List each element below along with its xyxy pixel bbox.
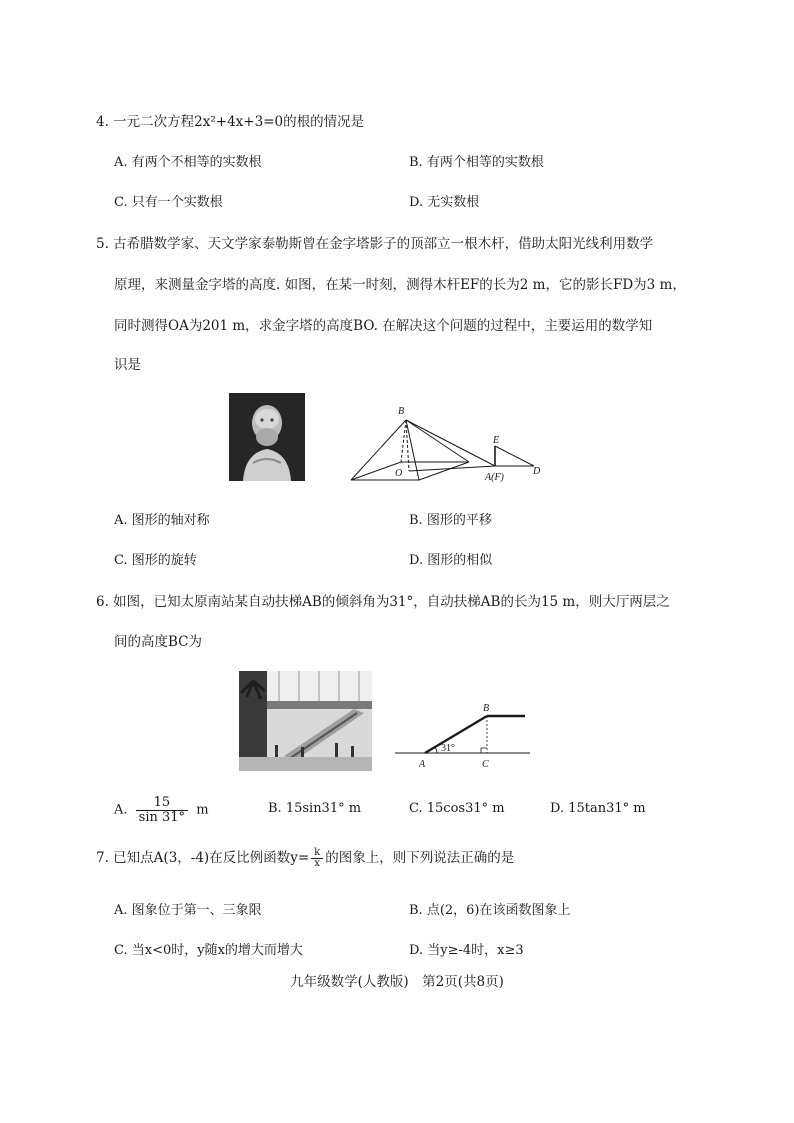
q7-fraction-numerator: k [311, 848, 323, 860]
q6-option-d[interactable]: D. 15tan31° m [550, 801, 646, 816]
q6-option-a-fraction [136, 796, 188, 824]
pyramid-edge-hidden [401, 420, 406, 462]
q4-option-d[interactable]: D. 无实数根 [409, 195, 480, 210]
pyramid-figure [349, 400, 549, 486]
label-b: B [398, 406, 405, 417]
label-c: C [482, 759, 489, 770]
q7-fraction-denominator: x [314, 858, 320, 869]
label-af: A(F) [485, 472, 504, 483]
label-a: A [419, 759, 426, 770]
q6-option-a-numerator: 15 [136, 796, 188, 811]
angle-arc [435, 747, 437, 753]
label-angle: 31° [441, 743, 455, 754]
q4-option-a[interactable]: A. 有两个不相等的实数根 [114, 155, 262, 170]
q4-equation: 2x²+4x+3=0 [194, 114, 284, 130]
q5-option-c[interactable]: C. 图形的旋转 [114, 553, 197, 568]
sun-ray-b [406, 420, 495, 466]
q6-option-b[interactable]: B. 15sin31° m [268, 801, 362, 816]
q5-option-a[interactable]: A. 图形的轴对称 [114, 513, 210, 528]
q5-line-1: 5. 古希腊数学家、天文学家泰勒斯曾在金字塔影子的顶部立一根木杆，借助太阳光线利用数学 [96, 236, 654, 252]
q7-option-a[interactable]: A. 图象位于第一、三象限 [114, 903, 262, 918]
q7-option-b[interactable]: B. 点(2，6)在该函数图象上 [409, 903, 571, 918]
q7-option-c[interactable]: C. 当x<0时，y随x的增大而增大 [114, 943, 303, 958]
q6-option-a-unit: m [196, 802, 209, 818]
label-d: D [533, 466, 541, 477]
q7-fraction [311, 848, 323, 870]
escalator-ab [425, 716, 487, 753]
right-angle-mark [481, 748, 487, 753]
q6-option-a[interactable] [114, 796, 209, 824]
label-b: B [483, 703, 490, 714]
q4-stem [96, 110, 364, 130]
q5-line-3: 同时测得OA为201 m，求金字塔的高度BO. 在解决这个问题的过程中，主要运用的数学知 [114, 318, 653, 334]
sun-ray-e [495, 446, 534, 466]
thales-bust-image [229, 393, 305, 481]
q7-prefix: 7. 已知点A(3，-4)在反比例函数y= [96, 850, 310, 866]
q4-prefix: 4. 一元二次方程 [96, 114, 195, 130]
q5-option-d[interactable]: D. 图形的相似 [409, 553, 493, 568]
escalator-image [239, 671, 372, 771]
q5-line-4: 识是 [114, 357, 141, 373]
escalator-figure [395, 700, 535, 774]
q5-option-b[interactable]: B. 图形的平移 [409, 513, 492, 528]
q4-option-c[interactable]: C. 只有一个实数根 [114, 195, 223, 210]
page-footer: 九年级数学(人教版) 第2页(共8页) [290, 974, 504, 990]
q6-line-1: 6. 如图，已知太原南站某自动扶梯AB的倾斜角为31°，自动扶梯AB的长为15 m，则大厅两层之 [96, 594, 670, 610]
label-e: E [493, 435, 500, 446]
q6-option-c[interactable]: C. 15cos31° m [409, 801, 505, 816]
q7-stem [96, 846, 514, 870]
thales-bust-photo [229, 393, 305, 481]
q6-option-a-prefix: A. [114, 802, 128, 818]
segment-oa [409, 466, 495, 471]
q6-line-2: 间的高度BC为 [114, 634, 203, 650]
q4-suffix: 的根的情况是 [283, 114, 365, 130]
q5-line-2: 原理，来测量金字塔的高度. 如图，在某一时刻，测得木杆EF的长为2 m，它的影长FD为3 m， [114, 277, 686, 293]
q4-option-b[interactable]: B. 有两个相等的实数根 [409, 155, 544, 170]
q7-option-d[interactable]: D. 当y≥-4时，x≥3 [409, 943, 524, 958]
pyramid-edge [406, 420, 469, 462]
escalator-photo [239, 671, 372, 771]
q6-option-a-denominator: sin 31° [138, 809, 186, 825]
q7-suffix: 的图象上，则下列说法正确的是 [325, 850, 515, 866]
label-o: O [395, 468, 403, 479]
